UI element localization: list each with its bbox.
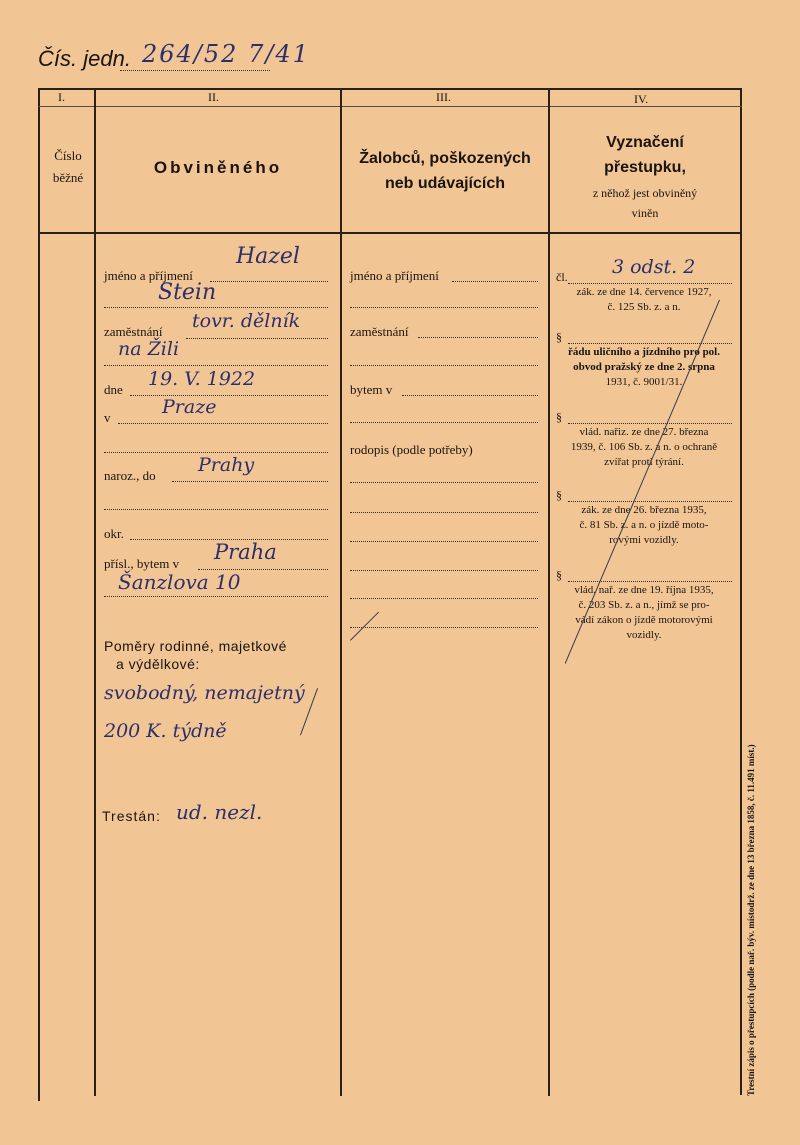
offence3-text-line1: vlád. nařiz. ze dne 27. března [579, 426, 709, 438]
table-border-left [38, 88, 40, 1101]
accused-occupation-value: tovr. dělník [192, 310, 301, 332]
complainant-residence-label: bytem v [350, 382, 393, 397]
ref-number-label: Čís. jedn. [38, 46, 131, 71]
accused-place-value: Praze [162, 396, 217, 418]
accused-residence-value2: Šanzlova 10 [118, 570, 241, 594]
accused-name-label: jméno a příjmení [104, 268, 193, 283]
family-label-line1: Poměry rodinné, majetkové [104, 638, 287, 654]
income-value: 200 K. týdně [104, 720, 227, 742]
offence3-section: § [556, 410, 562, 424]
accused-name-value2: Stein [158, 280, 217, 305]
col-separator-1 [94, 90, 96, 1096]
col1-header-line2: běžné [52, 170, 84, 185]
col-separator-2 [340, 90, 342, 1096]
offence4-section: § [556, 488, 562, 502]
offence1-text-line2: č. 125 Sb. z. a n. [607, 301, 681, 313]
offence5-section: § [556, 568, 562, 582]
offence1-text-line1: zák. ze dne 14. července 1927, [576, 286, 712, 298]
col4-header-line3: z něhož jest obviněný [592, 186, 698, 200]
ref-number-line [120, 70, 270, 71]
col-number-3: III. [436, 90, 451, 104]
col-number-2: II. [208, 90, 219, 104]
col3-header-line2: neb udávajících [384, 175, 506, 192]
offence1-value: 3 odst. 2 [612, 256, 696, 278]
table-border-top [38, 88, 742, 90]
family-label-line2: a výdělkové: [116, 656, 200, 672]
offence2-text-line2: obvod pražský ze dne 2. srpna [573, 361, 715, 373]
offence3-text-line3: zvířat proti týrání. [604, 456, 684, 468]
col4-header-line1: Vyznačení [606, 134, 684, 151]
complainant-bio-label: rodopis (podle potřeby) [350, 442, 473, 457]
offence5-text-line4: vozidly. [626, 629, 662, 641]
col3-header-line1: Žalobců, poškozených [359, 150, 531, 167]
offence4-text-line2: č. 81 Sb. z. a n. o jízdě moto- [579, 519, 709, 531]
offence3-text-line2: 1939, č. 106 Sb. z. a n. o ochraně [570, 441, 718, 453]
punished-value: ud. nezl. [176, 800, 263, 824]
accused-name-value: Hazel [236, 244, 300, 269]
offence5-text-line2: č. 203 Sb. z. a n., jímž se pro- [578, 599, 710, 611]
accused-district-label: okr. [104, 526, 124, 541]
accused-residence-value: Praha [214, 540, 277, 564]
family-value: svobodný, nemajetný [104, 682, 305, 704]
offence2-text-line3: 1931, č. 9001/31. [605, 376, 683, 388]
accused-date-label: dne [104, 382, 123, 397]
col1-header-line1: Číslo [54, 148, 82, 163]
accused-occupation-value2: na Žili [118, 338, 180, 360]
offence2-text-line1: řádu uličního a jízdního pro pol. [567, 346, 720, 358]
header-bottom-line [38, 232, 742, 234]
accused-place-label: v [104, 410, 111, 425]
side-note: Trestní zápis o přestupcích (podle nař. býv. místodrž. ze dne 13 března 1858, č. 11.491 míst.) [746, 744, 756, 1096]
col2-header: Obviněného [153, 158, 283, 177]
table-border-right [740, 90, 742, 1095]
accused-born-value: Prahy [198, 454, 255, 476]
col-number-4: IV. [634, 92, 649, 106]
col4-header-line2: přestupku, [604, 159, 686, 176]
accused-occupation-label: zaměstnání [104, 324, 163, 339]
offence4-text-line1: zák. ze dne 26. března 1935, [581, 504, 707, 516]
offence4-text-line3: rovými vozidly. [609, 534, 679, 546]
accused-residence-label: přísl., bytem v [104, 556, 180, 571]
accused-born-label: naroz., do [104, 468, 156, 483]
col4-header-line4: viněn [631, 206, 659, 220]
accused-date-value: 19. V. 1922 [148, 368, 256, 390]
offence2-section: § [556, 330, 562, 344]
offence1-prefix: čl. [556, 270, 568, 284]
punished-label: Trestán: [102, 808, 161, 824]
col-separator-3 [548, 90, 550, 1096]
ref-number-value: 264/52 7/41 [142, 40, 310, 68]
complainant-occupation-label: zaměstnání [350, 324, 409, 339]
offence5-text-line3: vádí zákon o jízdě motorovými [575, 614, 713, 626]
offence5-text-line1: vlád. nař. ze dne 19. října 1935, [574, 584, 714, 596]
col-number-1: I. [58, 90, 65, 104]
complainant-name-label: jméno a příjmení [350, 268, 439, 283]
